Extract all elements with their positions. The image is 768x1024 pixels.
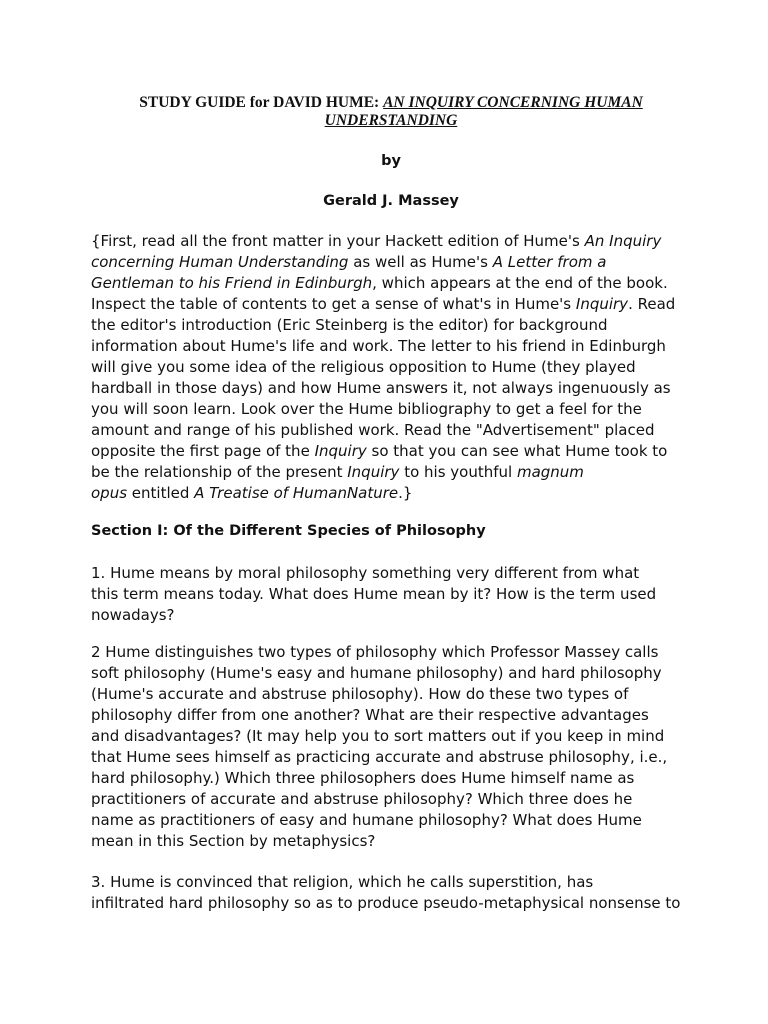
italic-run: A Treatise of HumanNature: [194, 484, 399, 502]
intro-line: [91, 273, 675, 294]
italic-run: opus: [91, 484, 128, 502]
text-run: , which appears at the end of the book.: [372, 274, 668, 292]
question-line: nowadays?: [91, 606, 175, 624]
question-line: 1. Hume means by moral philosophy something very different from what: [91, 564, 640, 582]
intro-line: [91, 294, 675, 315]
question-line: infiltrated hard philosophy so as to produce pseudo-metaphysical nonsense to: [91, 894, 681, 912]
italic-run: concerning Human Understanding: [91, 253, 349, 271]
text-run: opposite the first page of the: [91, 442, 315, 460]
text-run: as well as Hume's: [348, 253, 493, 271]
question-line: this term means today. What does Hume mean by it? How is the term used: [91, 585, 657, 603]
intro-line: the editor's introduction (Eric Steinberg is the editor) for background: [91, 316, 608, 334]
section-heading: Section I: Of the Different Species of Philosophy: [91, 523, 486, 539]
intro-line: information about Hume's life and work. The letter to his friend in Edinburgh: [91, 337, 666, 355]
italic-run: magnum: [516, 463, 584, 481]
text-run: Inspect the table of contents to get a sense of what's in Hume's: [91, 295, 576, 313]
byline: by: [381, 153, 401, 169]
title-prefix: STUDY GUIDE for DAVID HUME:: [139, 94, 384, 111]
question-line: practitioners of accurate and abstruse philosophy? Which three does he: [91, 790, 633, 808]
question-line: name as practitioners of easy and humane philosophy? What does Hume: [91, 811, 642, 829]
document-title: [91, 94, 691, 130]
intro-line: [91, 483, 675, 504]
intro-line: amount and range of his published work. Read the "Advertisement" placed: [91, 421, 655, 439]
question-line: that Hume sees himself as practicing accurate and abstruse philosophy, i.e.,: [91, 748, 668, 766]
text-run: be the relationship of the present: [91, 463, 348, 481]
intro-line: you will soon learn. Look over the Hume bibliography to get a feel for the: [91, 400, 642, 418]
text-run: entitled: [127, 484, 195, 502]
italic-run: An Inquiry: [584, 232, 662, 250]
italic-run: Inquiry: [575, 295, 629, 313]
text-run: . Read: [628, 295, 676, 313]
text-run: {First, read all the front matter in your Hackett edition of Hume's: [91, 232, 585, 250]
intro-line: [91, 462, 675, 483]
question-line: (Hume's accurate and abstruse philosophy). How do these two types of: [91, 685, 629, 703]
question-line: soft philosophy (Hume's easy and humane philosophy) and hard philosophy: [91, 664, 662, 682]
italic-run: Inquiry: [314, 442, 367, 460]
text-run: so that you can see what Hume took to: [366, 442, 668, 460]
italic-run: Gentleman to his Friend in Edinburgh: [91, 274, 373, 292]
text-run: .}: [398, 484, 413, 502]
intro-line: [91, 231, 675, 252]
intro-line: will give you some idea of the religious opposition to Hume (they played: [91, 358, 636, 376]
question-1: [91, 563, 656, 626]
question-line: 2 Hume distinguishes two types of philosophy which Professor Massey calls: [91, 643, 659, 661]
author-name: Gerald J. Massey: [323, 193, 459, 209]
intro-line: hardball in those days) and how Hume answers it, not always ingenuously as: [91, 379, 671, 397]
text-run: to his youthful: [399, 463, 517, 481]
question-2: [91, 642, 667, 852]
italic-run: Inquiry: [347, 463, 400, 481]
italic-run: A Letter from a: [492, 253, 607, 271]
question-line: hard philosophy.) Which three philosophers does Hume himself name as: [91, 769, 635, 787]
title-work-line2: UNDERSTANDING: [324, 112, 458, 129]
question-line: mean in this Section by metaphysics?: [91, 832, 376, 850]
title-work-line1: AN INQUIRY CONCERNING HUMAN: [383, 94, 643, 111]
question-line: 3. Hume is convinced that religion, which he calls superstition, has: [91, 873, 594, 891]
intro-line: [91, 441, 675, 462]
question-line: philosophy differ from one another? What are their respective advantages: [91, 706, 649, 724]
question-3: [91, 872, 680, 914]
intro-paragraph: [91, 231, 675, 504]
question-line: and disadvantages? (It may help you to sort matters out if you keep in mind: [91, 727, 665, 745]
intro-line: [91, 252, 675, 273]
